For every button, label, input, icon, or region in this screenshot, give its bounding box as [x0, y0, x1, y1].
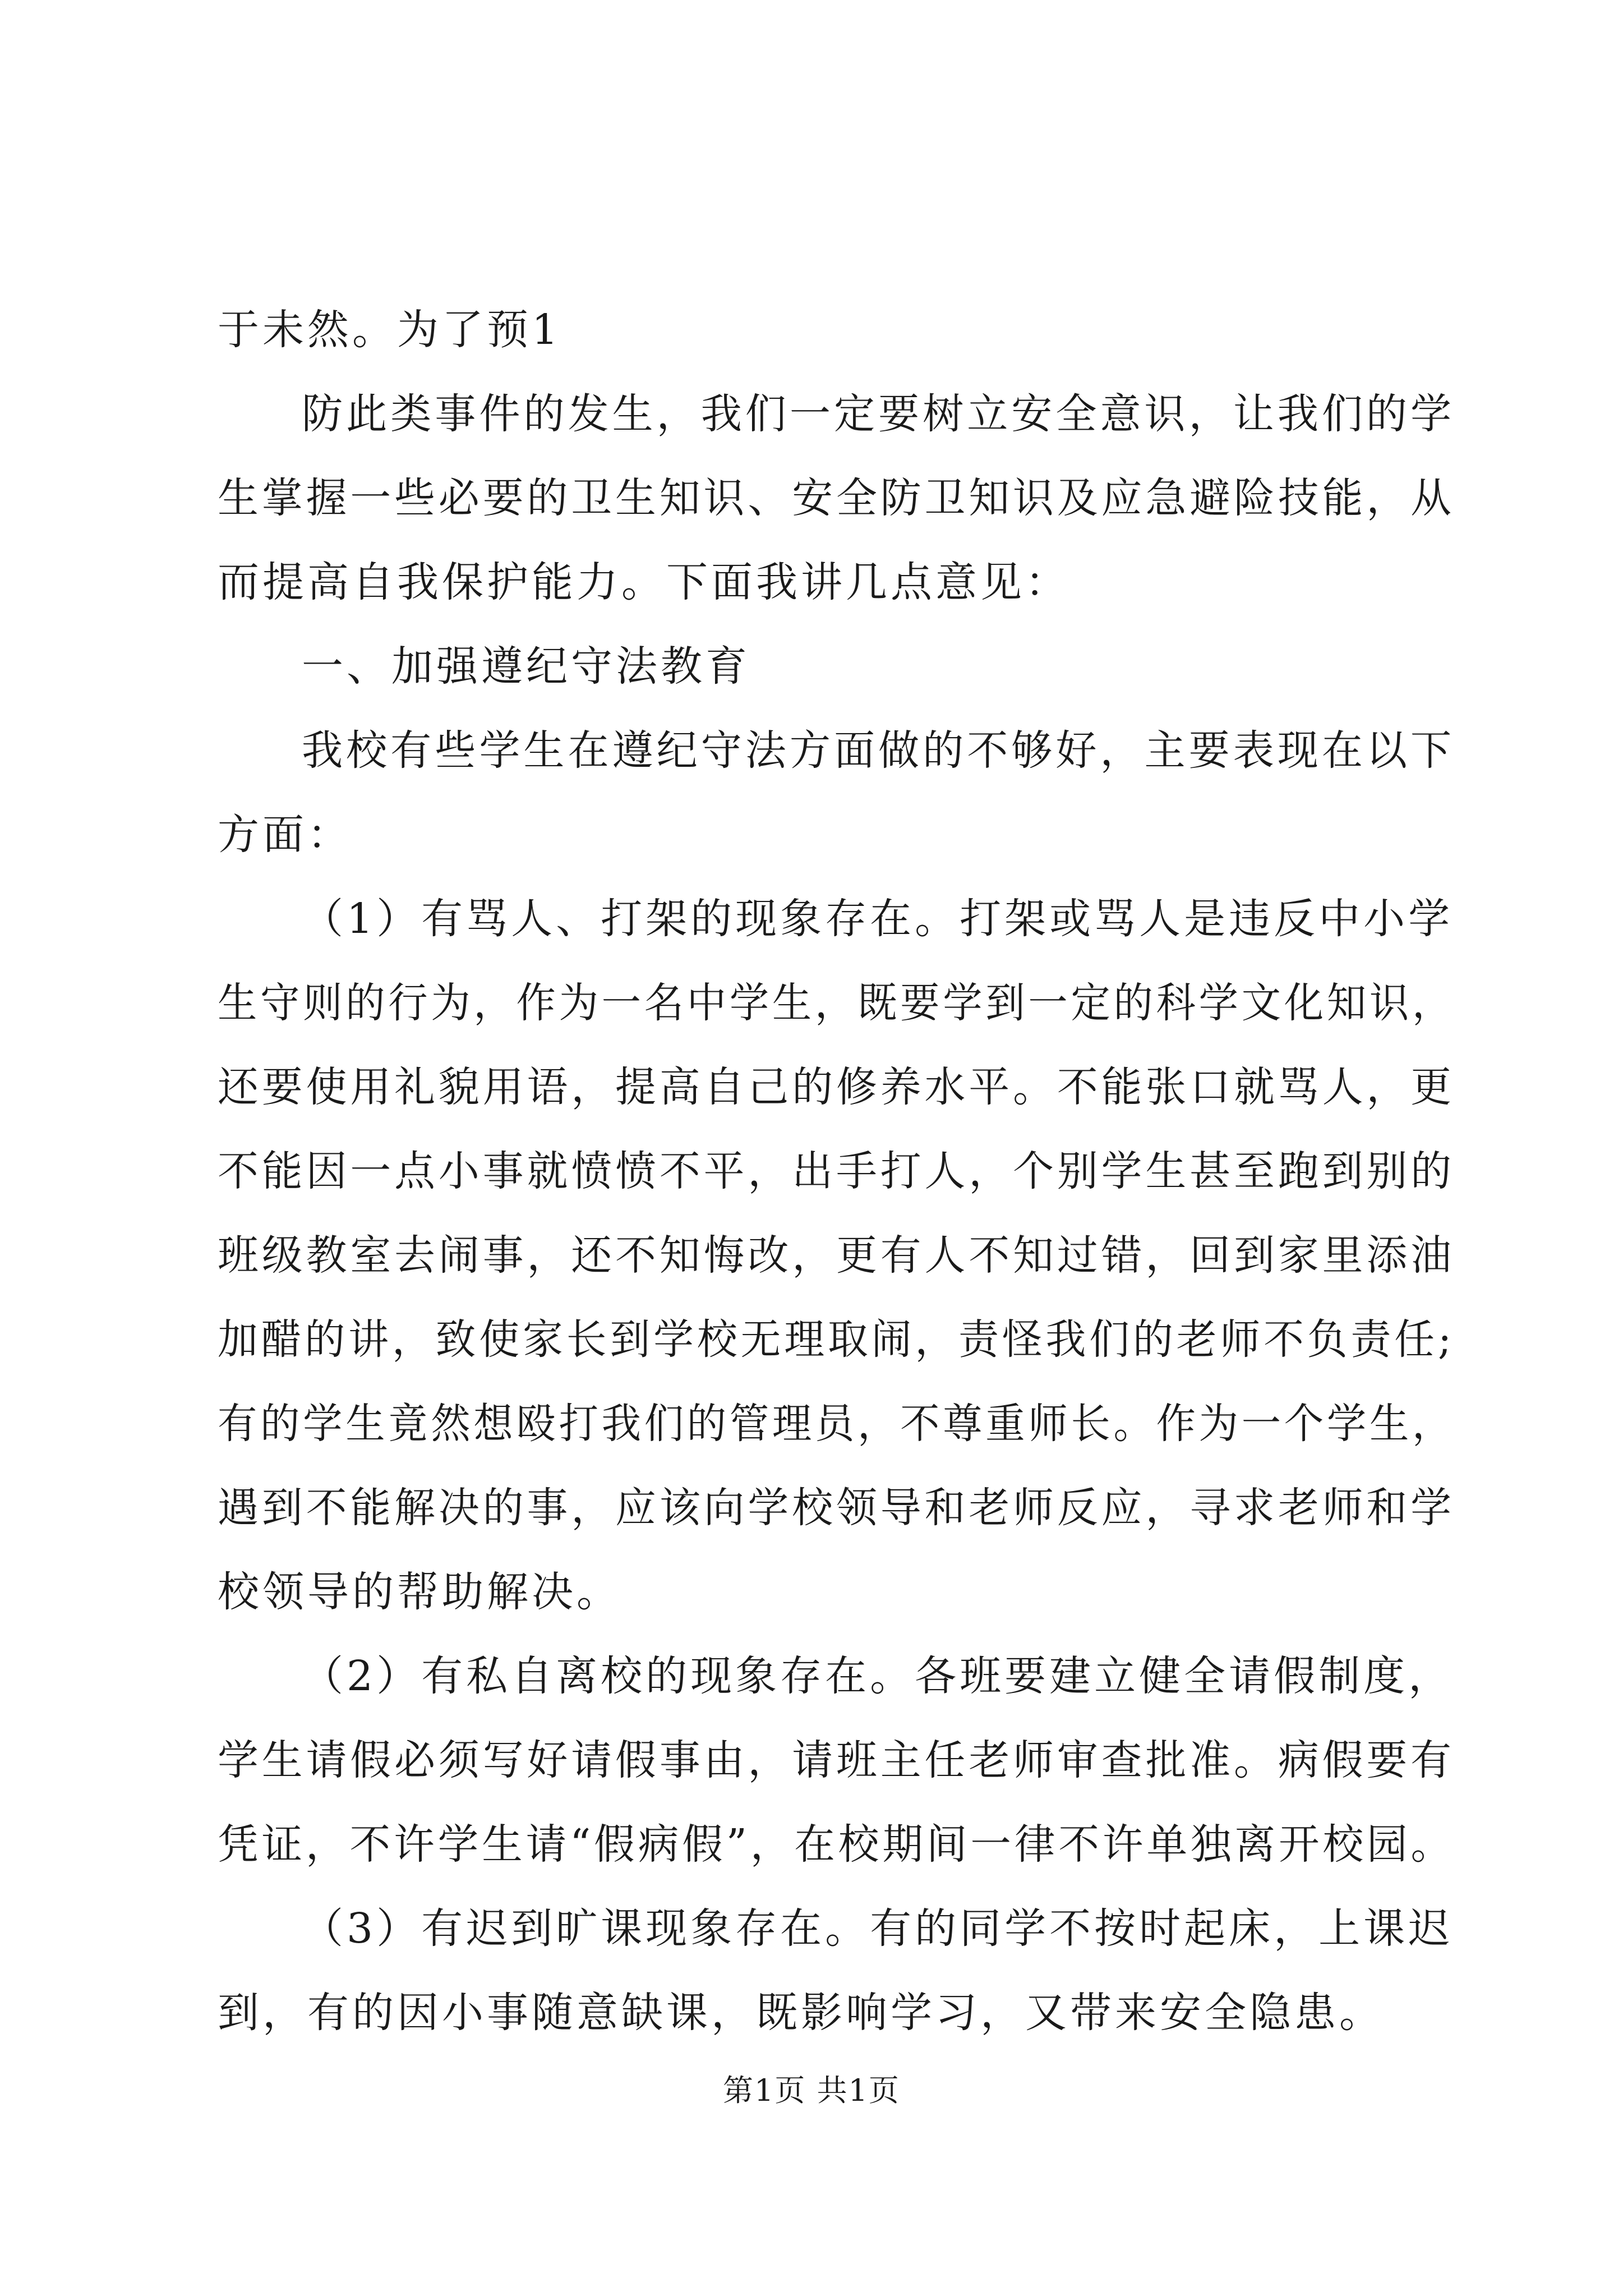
paragraph-4-line-7: 遇到不能解决的事，应该向学校领导和老师反应，寻求老师和学 [218, 1484, 1455, 1532]
paragraph-4-line-6: 有的学生竟然想殴打我们的管理员，不尊重师长。作为一个学生， [218, 1400, 1455, 1448]
paragraph-6-line-0: （3）有迟到旷课现象存在。有的同学不按时起床，上课迟 [302, 1904, 1454, 1953]
paragraph-4-line-2: 还要使用礼貌用语，提高自己的修养水平。不能张口就骂人，更 [218, 1063, 1455, 1111]
paragraph-1-line-0: 防此类事件的发生，我们一定要树立安全意识，让我们的学 [302, 390, 1455, 438]
paragraph-6-line-1: 到，有的因小事随意缺课，既影响学习，又带来安全隐患。 [218, 1989, 1384, 2037]
paragraph-1-line-1: 生掌握一些必要的卫生知识、安全防卫知识及应急避险技能，从 [218, 474, 1455, 522]
paragraph-5-line-1: 学生请假必须写好请假事由，请班主任老师审查批准。病假要有 [218, 1736, 1455, 1784]
paragraph-0-line-0: 于未然。为了预1 [218, 306, 562, 354]
paragraph-1-line-2: 而提高自我保护能力。下面我讲几点意见： [218, 558, 1070, 606]
paragraph-3-line-1: 方面： [218, 811, 352, 859]
paragraph-4-line-5: 加醋的讲，致使家长到学校无理取闹，责怪我们的老师不负责任; [218, 1315, 1455, 1364]
paragraph-5-line-0: （2）有私自离校的现象存在。各班要建立健全请假制度， [302, 1652, 1454, 1700]
paragraph-3-line-0: 我校有些学生在遵纪守法方面做的不够好，主要表现在以下 [302, 726, 1455, 775]
section-heading: 一、加强遵纪守法教育 [302, 642, 750, 691]
paragraph-5-line-2: 凭证，不许学生请“假病假”，在校期间一律不许单独离开校园。 [218, 1820, 1455, 1869]
paragraph-4-line-3: 不能因一点小事就愤愤不平，出手打人，个别学生甚至跑到别的 [218, 1147, 1455, 1195]
paragraph-4-line-1: 生守则的行为，作为一名中学生，既要学到一定的科学文化知识， [218, 979, 1455, 1027]
paragraph-4-line-8: 校领导的帮助解决。 [218, 1568, 621, 1616]
page-footer: 第1页 共1页 [723, 2073, 900, 2108]
paragraph-4-line-0: （1）有骂人、打架的现象存在。打架或骂人是违反中小学 [302, 895, 1454, 943]
paragraph-4-line-4: 班级教室去闹事，还不知悔改，更有人不知过错，回到家里添油 [218, 1231, 1455, 1280]
